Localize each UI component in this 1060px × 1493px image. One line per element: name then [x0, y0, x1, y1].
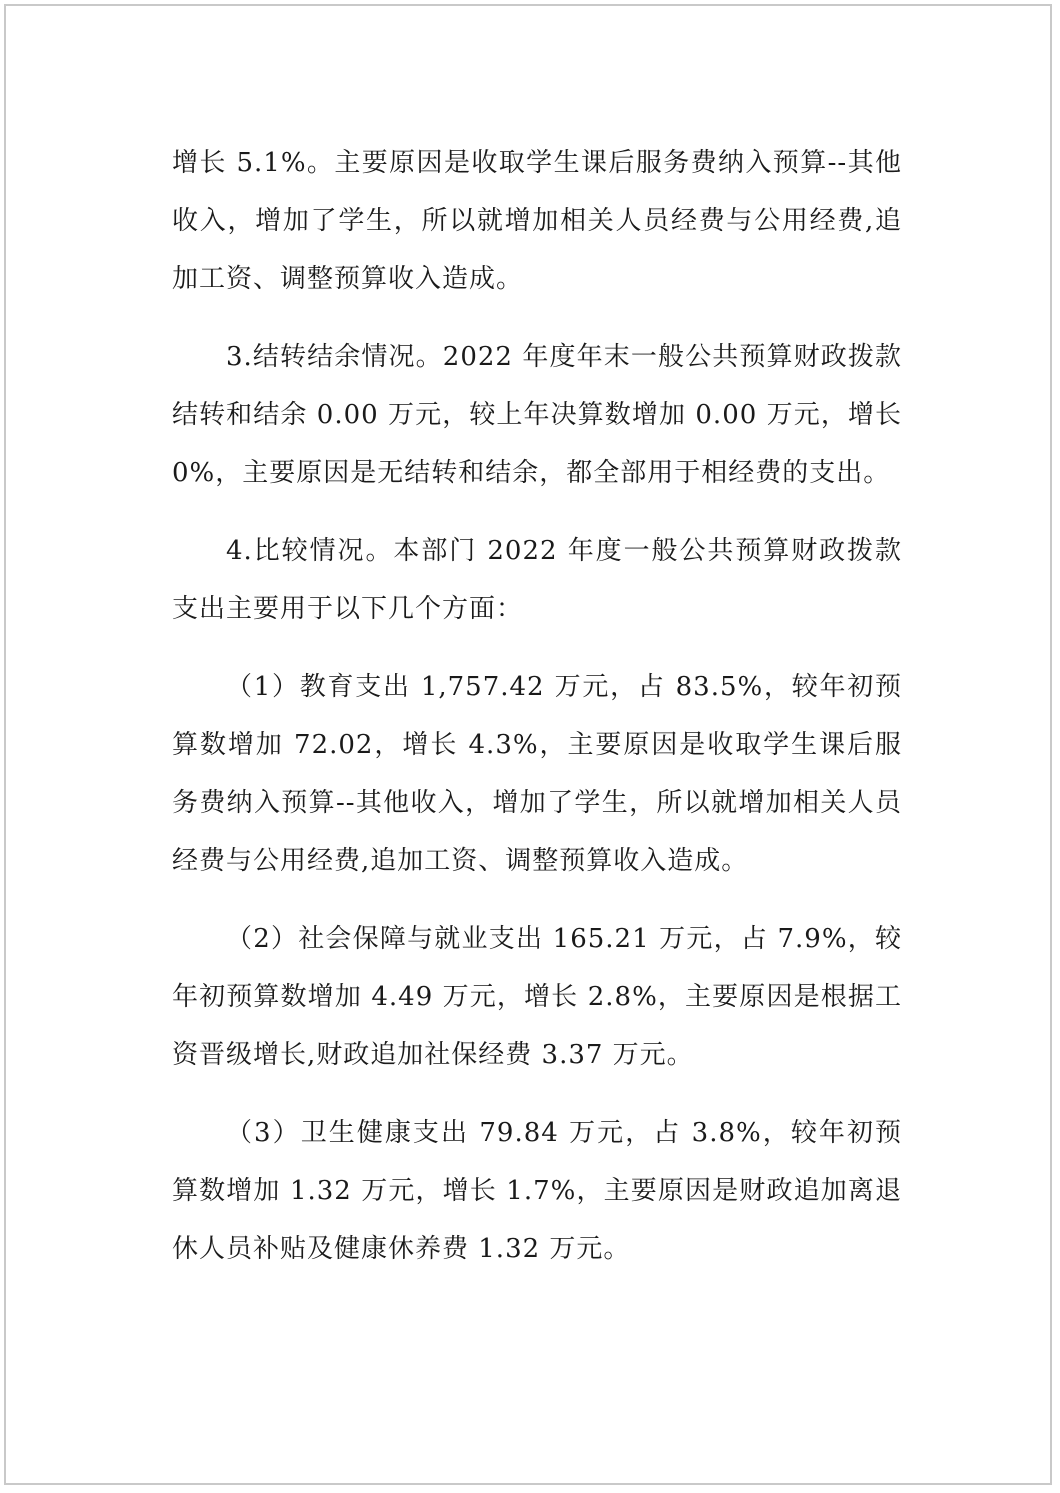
paragraph-education-expenditure: （1）教育支出 1,757.42 万元，占 83.5%，较年初预算数增加 72.02，增长 4.3%，主要原因是收取学生课后服务费纳入预算--其他收入，增加了学生，所以就增加相关人员经费与公用经费,追加工资、调整预算收入造成。	[172, 672, 902, 876]
page-frame	[4, 4, 1052, 1485]
paragraph-continued-growth: 增长 5.1%。主要原因是收取学生课后服务费纳入预算--其他收入，增加了学生，所以就增加相关人员经费与公用经费,追加工资、调整预算收入造成。	[172, 148, 902, 294]
paragraph-carryover-balance: 3.结转结余情况。2022 年度年末一般公共预算财政拨款结转和结余 0.00 万元，较上年决算数增加 0.00 万元，增长 0%，主要原因是无结转和结余，都全部用于相经费的支出。	[172, 342, 902, 488]
paragraph-social-security-expenditure: （2）社会保障与就业支出 165.21 万元，占 7.9%，较年初预算数增加 4.49 万元，增长 2.8%，主要原因是根据工资晋级增长,财政追加社保经费 3.37 万元。	[172, 924, 902, 1070]
paragraph-comparison: 4.比较情况。本部门 2022 年度一般公共预算财政拨款支出主要用于以下几个方面：	[172, 536, 902, 624]
document-body	[172, 134, 902, 1298]
paragraph-health-expenditure: （3）卫生健康支出 79.84 万元，占 3.8%，较年初预算数增加 1.32 万元，增长 1.7%，主要原因是财政追加离退休人员补贴及健康休养费 1.32 万元。	[172, 1118, 902, 1264]
